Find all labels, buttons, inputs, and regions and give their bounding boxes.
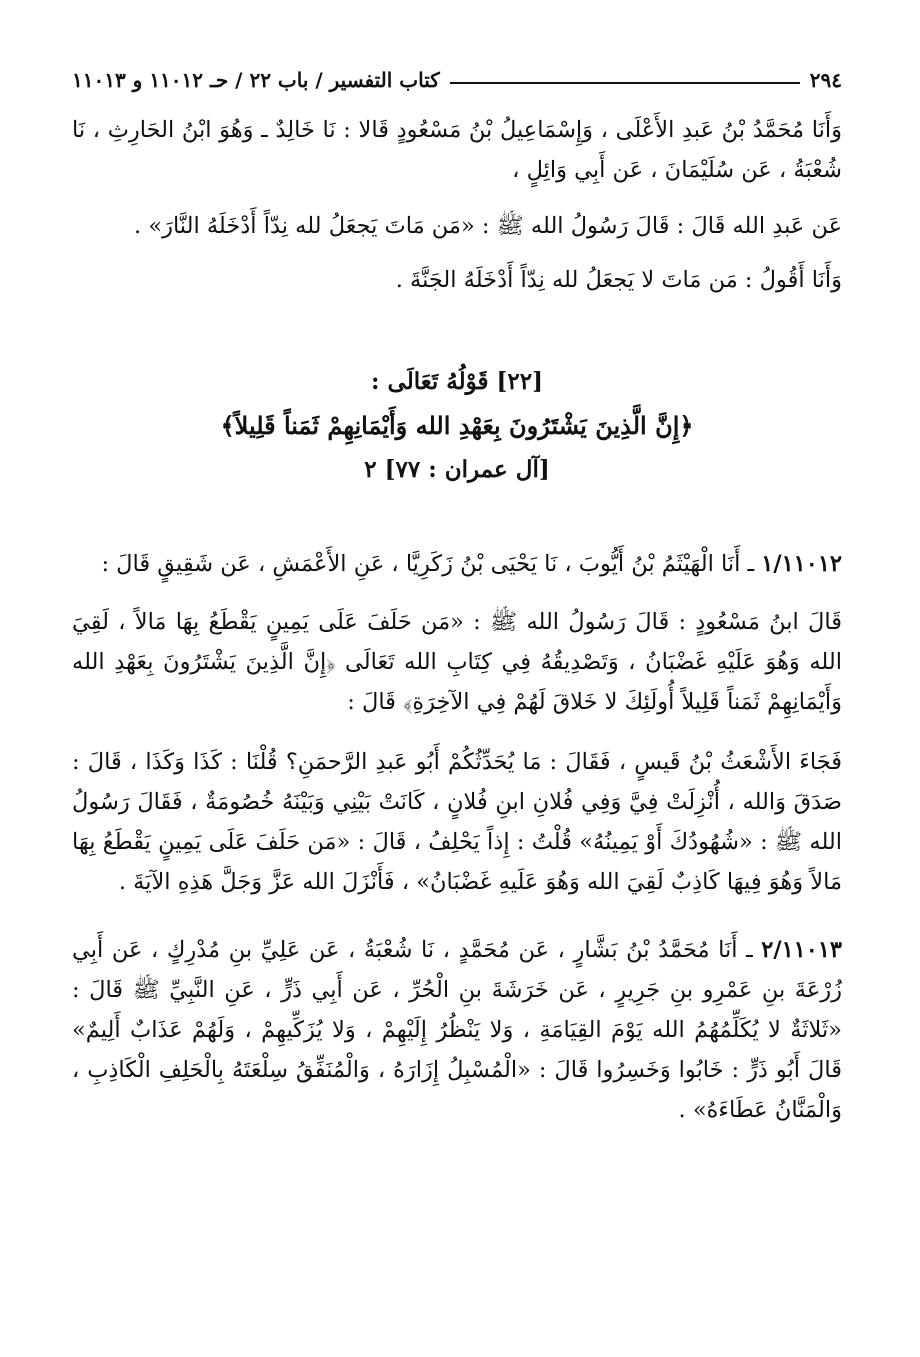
running-title: كتاب التفسير / باب ٢٢ / حـ ١١٠١٢ و ١١٠١٣ (72, 68, 440, 92)
isnad-paragraph: وَأَنَا مُحَمَّدُ بْنُ عَبدِ الأَعْلَى ، وَإِسْمَاعِيلُ بْنُ مَسْعُودٍ قَالا : نَا خَالِدٌ ـ وَهُوَ ابْنُ الحَارِثِ ، نَا شُعْبَةُ ، عَن سُلَيْمَانَ ، عَن أَبِي وَائِلٍ ، (72, 117, 842, 183)
hadith-isnad-text: ـ أَنَا الْهَيْثَمُ بْنُ أَيُّوبَ ، نَا يَحْيَى بْنُ زَكَرِيَّا ، عَنِ الأَعْمَشِ ، عَن شَقِيقٍ قَالَ : (101, 551, 755, 577)
hadith-text: ـ أَنَا مُحَمَّدُ بْنُ بَشَّارٍ ، عَن مُحَمَّدٍ ، نَا شُعْبَةُ ، عَن عَلِيِّ بنِ مُدْرِكٍ ، عَن أَبِي زُرْعَةَ بنِ عَمْرِو بنِ جَرِيرٍ ، عَن خَرَشَةَ بنِ الْحُرِّ ، عَن أَبِي ذَرٍّ ، عَنِ النَّبِيِّ ﷺ قَالَ : «ثَلاثَةٌ لا يُكَلِّمُهُمُ الله يَوْمَ القِيَامَةِ ، وَلا يَنْظُرُ إِلَيْهِمْ ، وَلا يُزَكِّيهِمْ ، وَلَهُمْ عَذَابٌ أَلِيمٌ» قَالَ أَبُو ذَرٍّ : خَابُوا وَخَسِرُوا قَالَ : «الْمُسْبِلُ إِزَارَهُ ، وَالْمُنَفِّقُ سِلْعَتَهُ بِالْحَلِفِ الْكَاذِبِ ، وَالْمَنَّانُ عَطَاءَهُ» . (72, 937, 842, 1123)
page-number: ٢٩٤ (809, 68, 842, 92)
qawl-paragraph: وَأَنَا أَقُولُ : مَن مَاتَ لا يَجعَلُ لله نِدّاً أَدْخَلَهُ الجَنَّةَ . (395, 267, 842, 293)
hadith-11013 (72, 930, 842, 1130)
hadith-11012-matn-1: قَالَ ابنُ مَسْعُودٍ : قَالَ رَسُولُ الله ﷺ : «مَن حَلَفَ عَلَى يَمِينٍ يَقْطَعُ بِهَا مَالاً ، لَقِيَ الله وَهُوَ عَلَيْهِ غَضْبَانُ ، وَتَصْدِيقُهُ فِي كِتَابِ الله تَعَالَى ﴿إِنَّ الَّذِينَ يَشْتَرُونَ بِعَهْدِ الله وَأَيْمَانِهِمْ ثَمَناً قَلِيلاً أُولَئِكَ لا خَلاقَ لَهُمْ فِي الآخِرَةِ﴾ قَالَ : (72, 609, 842, 715)
hadith-number: ٢/١١٠١٣ (761, 937, 843, 963)
verse-citation: [آل عمران : ٧٧] ٢ (364, 456, 550, 483)
hadith-paragraph: عَن عَبدِ الله قَالَ : قَالَ رَسُولُ الله ﷺ : «مَن مَاتَ يَجعَلُ لله نِدّاً أَدْخَلَهُ النَّارَ» . (134, 213, 842, 239)
header-rule (450, 82, 800, 84)
hadith-11012-isnad (72, 544, 842, 584)
chapter-heading (72, 360, 842, 492)
book-page (72, 58, 842, 1327)
hadith-number: ١/١١٠١٢ (761, 551, 842, 577)
chapter-verse: ﴿إِنَّ الَّذِينَ يَشْتَرُونَ بِعَهْدِ الله وَأَيْمَانِهِمْ ثَمَناً قَلِيلاً﴾ (220, 411, 694, 440)
running-header (72, 58, 842, 92)
chapter-title: [٢٢] قَوْلُهُ تَعَالَى : (371, 368, 543, 395)
hadith-11012-matn-2: فَجَاءَ الأَشْعَثُ بْنُ قَيسٍ ، فَقَالَ : مَا يُحَدِّثُكُمْ أَبُو عَبدِ الرَّحمَنِ؟ قُلْنَا : كَذَا وَكَذَا ، قَالَ : صَدَقَ وَالله ، أُنْزِلَتْ فِيَّ وَفِي فُلانِ ابنِ فُلانٍ ، كَانَتْ بَيْنِي وَبَيْنَهُ خُصُومَةٌ ، فَقَالَ رَسُولُ الله ﷺ : «شُهُودُكَ أَوْ يَمِينُهُ» قُلْتُ : إِذاً يَحْلِفُ ، قَالَ : «مَن حَلَفَ عَلَى يَمِينٍ يَقْطَعُ بِهَا مَالاً وَهُوَ فِيهَا كَاذِبٌ لَقِيَ الله وَهُوَ عَلَيهِ غَضْبَانُ» ، فَأَنْزَلَ الله عَزَّ وَجَلَّ هَذِهِ الآيَةَ . (72, 749, 842, 895)
